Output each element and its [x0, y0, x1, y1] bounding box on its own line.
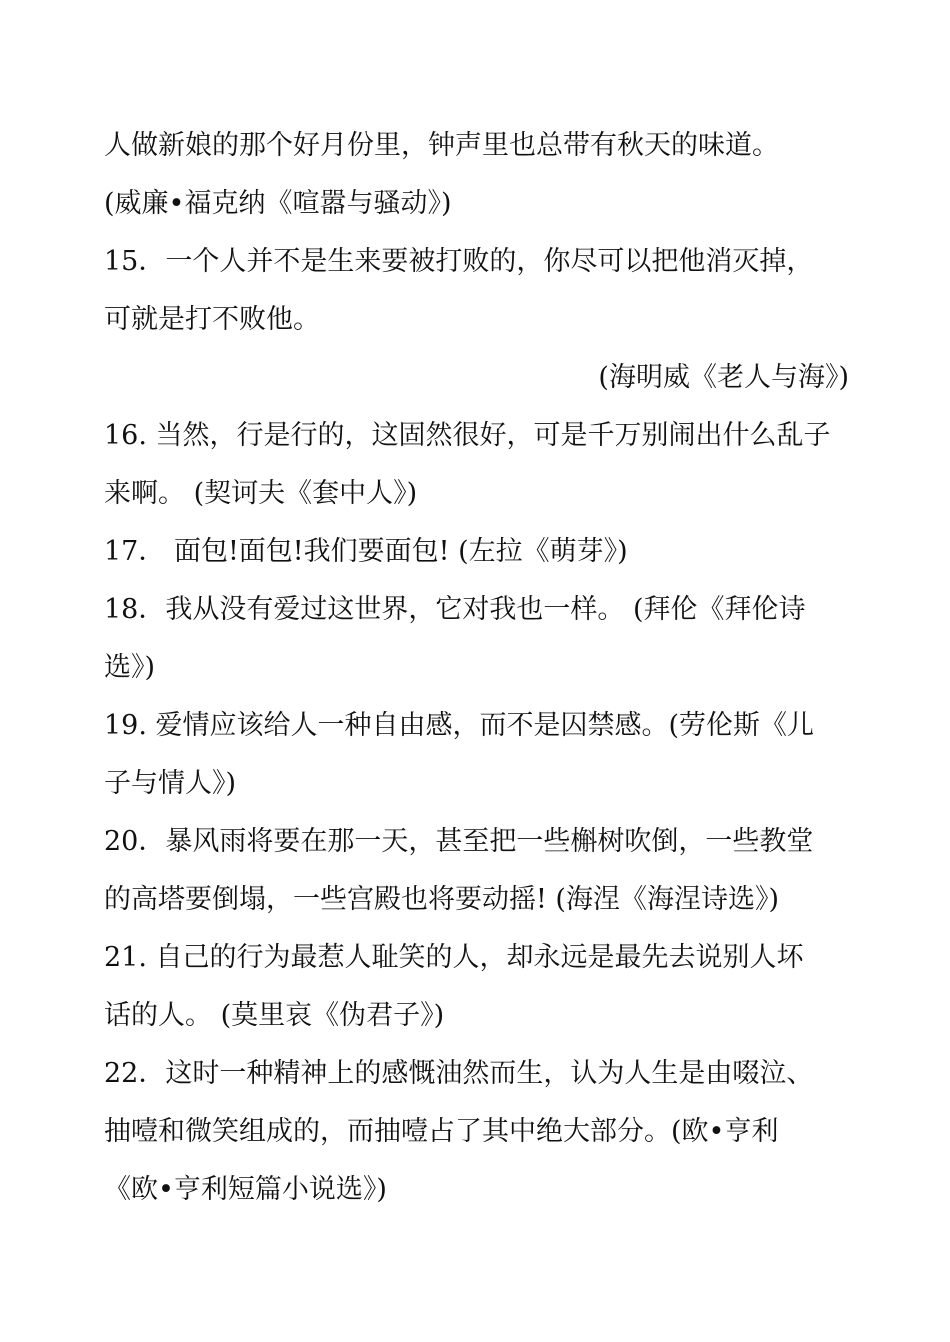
text-line: 16. 当然，行是行的，这固然很好，可是千万别闹出什么乱子: [104, 420, 831, 451]
text-line: 子与情人》): [104, 768, 237, 799]
text-line: 21. 自己的行为最惹人耻笑的人，却永远是最先去说别人坏: [104, 942, 804, 973]
text-line: 22．这时一种精神上的感慨油然而生，认为人生是由啜泣、: [104, 1058, 814, 1089]
text-line: 话的人。 (莫里哀《伪君子》): [104, 1000, 445, 1031]
text-line: 来啊。 (契诃夫《套中人》): [104, 478, 418, 509]
text-line: 抽噎和微笑组成的，而抽噎占了其中绝大部分。(欧•亨利: [104, 1116, 779, 1147]
text-line: 选》): [104, 652, 156, 683]
text-line: (海明威《老人与海》): [598, 362, 849, 393]
text-line: 17． 面包!面包!我们要面包! (左拉《萌芽》): [104, 536, 628, 567]
text-line: 人做新娘的那个好月份里，钟声里也总带有秋天的味道。: [104, 130, 779, 161]
text-line: 18．我从没有爱过这世界，它对我也一样。 (拜伦《拜伦诗: [104, 594, 806, 625]
text-line: 20．暴风雨将要在那一天，甚至把一些槲树吹倒，一些教堂: [104, 826, 814, 857]
text-line: (威廉•福克纳《喧嚣与骚动》): [104, 188, 452, 219]
text-line: 15．一个人并不是生来要被打败的，你尽可以把他消灭掉，: [104, 246, 814, 277]
text-line: 《欧•亨利短篇小说选》): [104, 1174, 387, 1205]
text-line: 的高塔要倒塌，一些宫殿也将要动摇! (海涅《海涅诗选》): [104, 884, 779, 915]
text-line: 可就是打不败他。: [104, 304, 320, 335]
text-line: 19. 爱情应该给人一种自由感，而不是囚禁感。(劳伦斯《儿: [104, 710, 815, 741]
